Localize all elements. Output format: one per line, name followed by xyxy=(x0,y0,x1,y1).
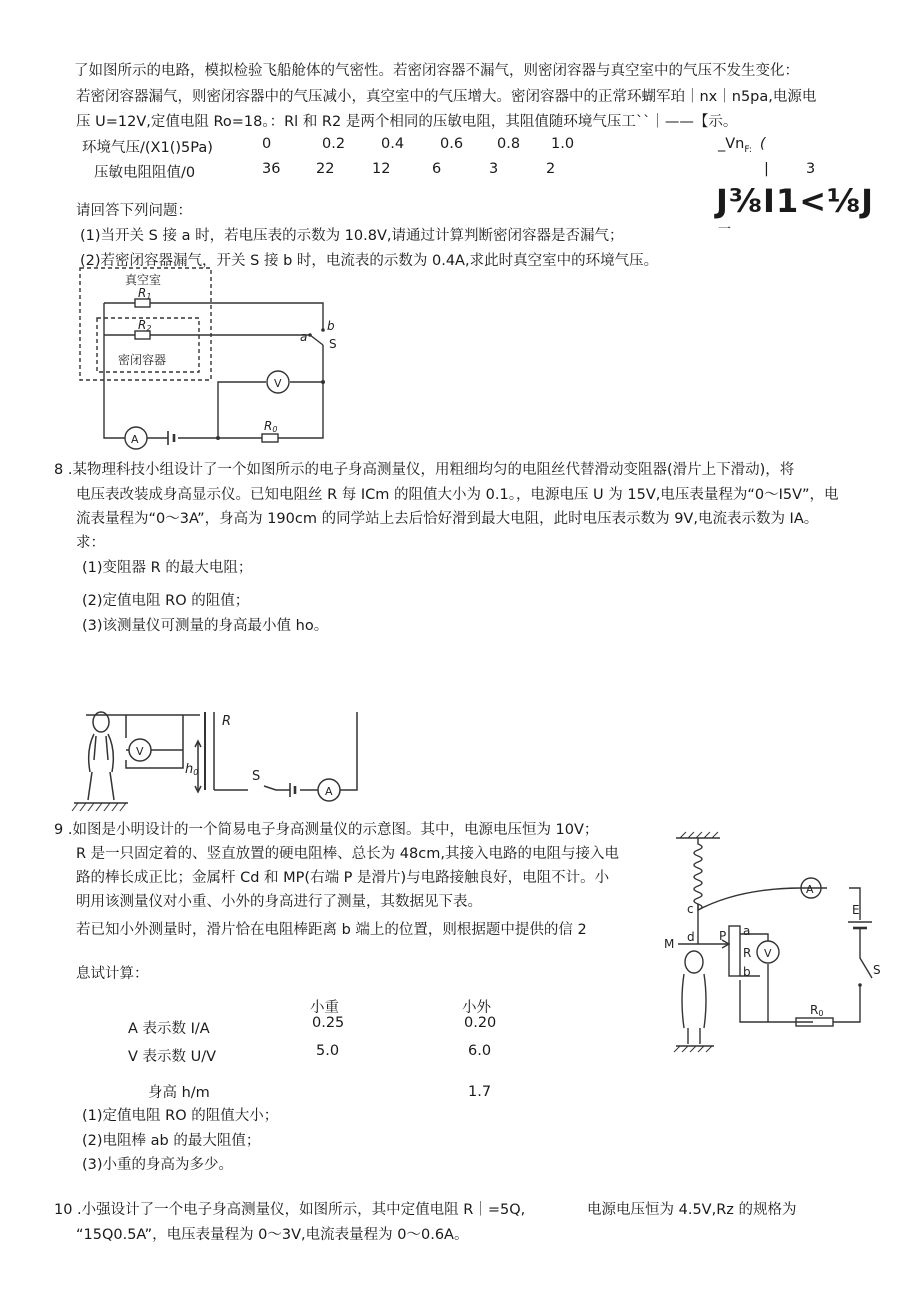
ammeter-label: A xyxy=(325,785,333,798)
side-fragment: 3 xyxy=(806,161,816,177)
s-label: S xyxy=(873,963,881,977)
person-head xyxy=(93,712,109,732)
table-cell: 36 xyxy=(262,161,281,177)
r0-resistor-9 xyxy=(796,1018,833,1026)
junction-dot xyxy=(321,380,325,384)
ammeter-label: A xyxy=(806,883,814,896)
r1-resistor xyxy=(135,299,150,307)
person-9-head xyxy=(685,951,703,973)
table-row-label: 身高 h/m xyxy=(148,1085,210,1101)
q9-line-2: R 是一只固定着的、竖直放置的硬电阻棒、总长为 48cm,其接入电路的电阻与接入电 xyxy=(76,846,619,862)
e-label: E xyxy=(852,903,860,917)
side-fragment-large: J⅜I1<⅛J xyxy=(716,182,875,220)
q8-line-3: 流表量程为“0～3A”，身高为 190cm 的同学站上去后恰好滑到最大电阻，此时电压表示数为 9V,电流表示数为 IA。 xyxy=(76,511,819,527)
table-row-label: A 表示数 I/A xyxy=(128,1021,210,1037)
container-label: 密闭容器 xyxy=(118,353,167,367)
ammeter-8 xyxy=(318,779,340,801)
intro-line-2: 若密闭容器漏气，则密闭容器中的气压减小，真空室中的气压增大。密闭容器中的正常环蝴军珀｜nx｜n5pa,电源电 xyxy=(76,89,817,105)
ammeter-label: A xyxy=(131,433,139,446)
resistor-rod-r xyxy=(729,926,740,976)
q9-sub1: (1)定值电阻 RO 的阻值大小； xyxy=(82,1108,279,1124)
q9-line-1: 9 .如图是小明设计的一个简易电子身高测量仪的示意图。其中，电源电压恒为 10V； xyxy=(54,822,599,838)
table-cell: 6.0 xyxy=(468,1043,492,1059)
switch-s xyxy=(310,335,323,345)
h0-label: h0 xyxy=(185,762,199,777)
q7-prompt: 请回答下列问题： xyxy=(76,203,192,219)
junction-dot xyxy=(216,436,220,440)
b-end-label: b xyxy=(743,965,751,979)
table-cell: 5.0 xyxy=(316,1043,340,1059)
q8-sub1: (1)变阻器 R 的最大电阻； xyxy=(82,560,253,576)
contact-a xyxy=(308,333,312,337)
q9-line-6: 息试计算： xyxy=(76,966,149,982)
q8-sub3: (3)该测量仪可测量的身高最小值 ho。 xyxy=(82,618,329,634)
q7-sub1: (1)当开关 S 接 a 时，若电压表的示数为 10.8V,请通过计算判断密闭容器是否漏气； xyxy=(80,228,624,244)
r1-label: R1 xyxy=(138,286,152,301)
c-label: c xyxy=(687,902,694,916)
table-row-label: 压敏电阻阻值/0 xyxy=(94,165,196,181)
ammeter-7 xyxy=(125,427,147,449)
side-fragment: 一 xyxy=(718,222,732,237)
voltmeter-8 xyxy=(129,739,151,761)
q9-line-3: 路的棒长成正比；金属杆 Cd 和 MP(右端 P 是滑片)与电路接触良好，电阻不计。小 xyxy=(76,870,610,886)
voltmeter-7 xyxy=(267,371,289,393)
table-cell: 12 xyxy=(372,161,391,177)
r0-resistor xyxy=(262,434,278,442)
contact-b xyxy=(321,328,325,332)
vacuum-chamber-box xyxy=(80,268,211,380)
ammeter-9 xyxy=(801,878,821,898)
r-label: R xyxy=(222,714,232,729)
side-fragment: $\_Vn_{F:}$ ( xyxy=(718,136,766,155)
q9-sub3: (3)小重的身高为多少。 xyxy=(82,1157,234,1173)
q9-sub2: (2)电阻棒 ab 的最大阻值； xyxy=(82,1133,261,1149)
r0-label: R0 xyxy=(810,1003,824,1018)
table-cell: 0.2 xyxy=(322,136,346,152)
voltmeter-9 xyxy=(757,941,779,963)
q10-line-2: “15Q0.5A”，电压表量程为 0～3V,电流表量程为 0～0.6A。 xyxy=(76,1227,469,1243)
q9-line-5: 若已知小外测量时，滑片恰在电阻棒距离 b 端上的位置，则根据题中提供的信 2 xyxy=(76,922,587,938)
r-label: R xyxy=(743,946,752,960)
table-cell: 1.0 xyxy=(551,136,575,152)
v-label: V xyxy=(764,947,772,960)
table-cell: 1.7 xyxy=(468,1084,492,1100)
a-label: a xyxy=(300,330,308,344)
table-cell: 0.20 xyxy=(464,1015,497,1031)
r0-label: R0 xyxy=(264,419,278,434)
s-label: S xyxy=(329,337,337,351)
table-row-label: 环境气压/(X1()5Pa) xyxy=(82,140,213,156)
q8-line-2: 电压表改装成身高显示仪。已知电阻丝 R 每 ICm 的阻值大小为 0.1。，电源电压 U 为 15V,电压表量程为“0～I5V”，电 xyxy=(76,487,839,503)
v-label: V xyxy=(274,377,282,390)
table-cell: 22 xyxy=(316,161,335,177)
q10-line-1b: 电源电压恒为 4.5V,Rz 的规格为 xyxy=(587,1202,797,1218)
table-cell: 6 xyxy=(432,161,442,177)
sealed-container-box xyxy=(97,318,199,372)
v-label: V xyxy=(136,745,144,758)
spring xyxy=(694,838,702,910)
table-cell: 3 xyxy=(489,161,499,177)
side-fragment: | xyxy=(764,161,769,177)
table-cell: 0.8 xyxy=(497,136,521,152)
p-label: P xyxy=(719,929,727,943)
r2-resistor xyxy=(135,331,150,339)
table-cell: 0.4 xyxy=(381,136,405,152)
vacuum-label: 真空室 xyxy=(125,273,162,287)
table-cell: 0.6 xyxy=(440,136,464,152)
table-header: 小重 xyxy=(310,1000,339,1016)
q10-line-1a: 10 .小强设计了一个电子身高测量仪，如图所示，其中定值电阻 R｜=5Q, xyxy=(54,1202,526,1218)
a-end-label: a xyxy=(743,924,751,938)
r2-label: R2 xyxy=(138,318,152,333)
table-cell: 2 xyxy=(546,161,556,177)
q8-sub2: (2)定值电阻 RO 的阻值； xyxy=(82,593,250,609)
q9-line-4: 明用该测量仪对小重、小外的身高进行了测量，其数据见下表。 xyxy=(76,894,482,910)
s-label: S xyxy=(252,769,261,784)
table-header: 小外 xyxy=(462,1000,491,1016)
intro-line-1: 了如图所示的电路，模拟检验飞船舱体的气密性。若密闭容器不漏气，则密闭容器与真空室中的气压不发生变化： xyxy=(74,63,799,79)
d-label: d xyxy=(687,930,695,944)
q7-sub2: (2)若密闭容器漏气，开关 S 接 b 时，电流表的示数为 0.4A,求此时真空室中的环境气压。 xyxy=(80,253,659,269)
b-label: b xyxy=(327,319,335,333)
intro-line-3: 压 U=12V,定值电阻 Ro=18。：Rl 和 R2 是两个相同的压敏电阻，其阻值随环境气压工``｜——【示。 xyxy=(76,114,738,130)
table-cell: 0.25 xyxy=(312,1015,345,1031)
q8-line-1: 8 .某物理科技小组设计了一个如图所示的电子身高测量仪，用粗细均匀的电阻丝代替滑动变阻器(滑片上下滑动)，将 xyxy=(54,462,795,478)
table-cell: 0 xyxy=(262,136,272,152)
q8-line-4: 求： xyxy=(76,535,105,551)
table-row-label: V 表示数 U/V xyxy=(128,1049,217,1065)
m-label: M xyxy=(664,937,675,951)
